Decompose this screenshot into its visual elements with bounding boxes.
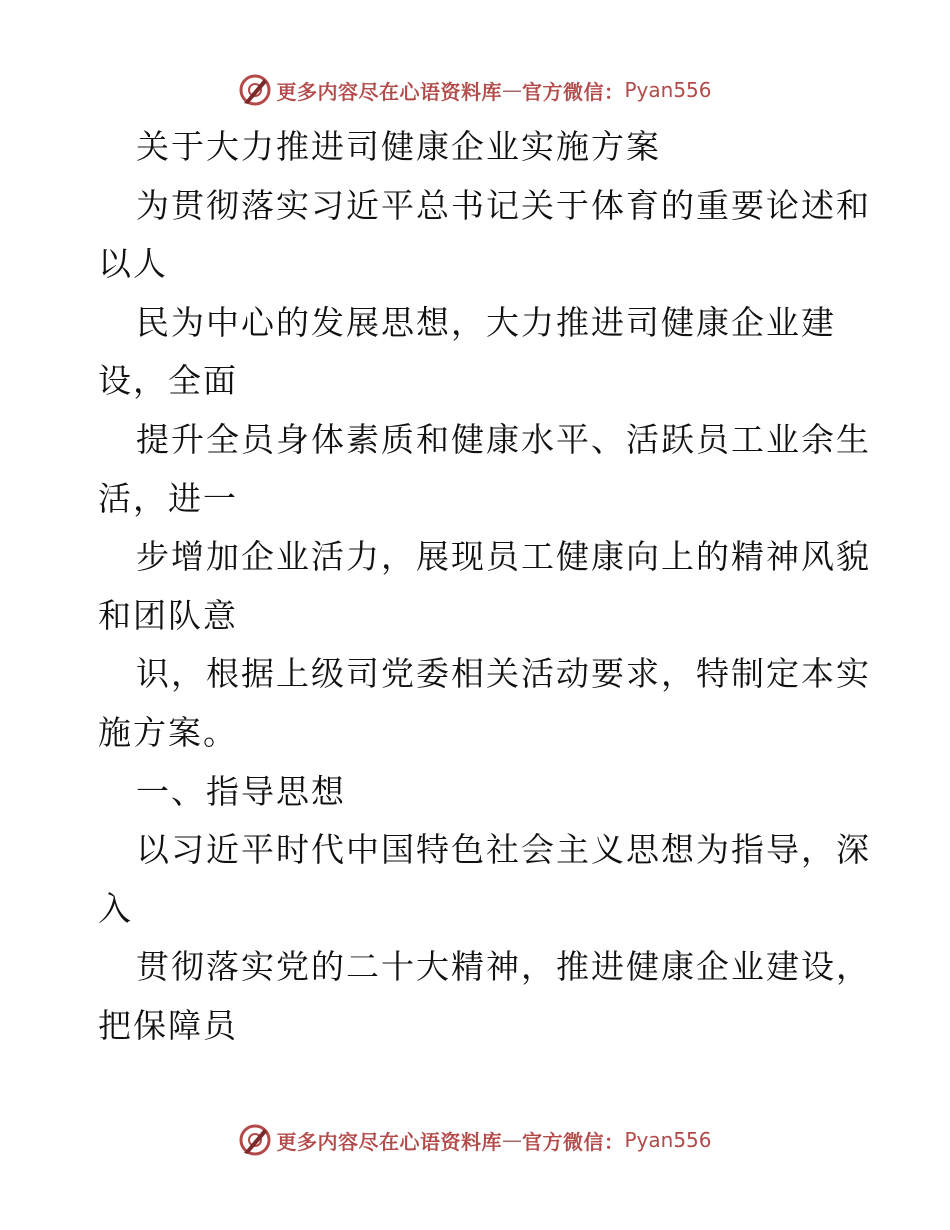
watermark-wechat-label: 官方微信： <box>521 79 625 104</box>
text-line: 民为中心的发展思想，大力推进司健康企业建 <box>136 302 836 342</box>
text-line: 和团队意 <box>98 595 238 635</box>
text-line: 提升全员身体素质和健康水平、活跃员工业余生 <box>136 419 871 459</box>
watermark-separator: — <box>501 1128 522 1152</box>
document-body <box>98 118 871 1056</box>
text-line: 贯彻落实党的二十大精神，推进健康企业建设， <box>136 947 871 987</box>
watermark-brand-text: 更多内容尽在心语资料库 <box>276 79 502 104</box>
text-line: 把保障员 <box>98 1005 238 1045</box>
footer-watermark <box>0 1120 950 1160</box>
watermark-wechat-label: 官方微信： <box>521 1129 625 1154</box>
watermark-brand-text: 更多内容尽在心语资料库 <box>276 1129 502 1154</box>
header-watermark <box>0 70 950 110</box>
quill-circle-icon <box>238 1123 272 1157</box>
text-line: 为贯彻落实习近平总书记关于体育的重要论述和 <box>136 185 871 225</box>
text-line: 活，进一 <box>98 478 238 518</box>
text-line: 施方案。 <box>98 712 238 752</box>
document-title: 关于大力推进司健康企业实施方案 <box>136 127 661 166</box>
text-line: 步增加企业活力，展现员工健康向上的精神风貌 <box>136 537 871 577</box>
watermark-separator: — <box>501 78 522 102</box>
text-line: 设，全面 <box>98 361 238 401</box>
text-line: 识，根据上级司党委相关活动要求，特制定本实 <box>136 654 871 694</box>
section-heading: 一、指导思想 <box>136 771 346 811</box>
watermark-wechat-id: Pyan556 <box>624 78 712 102</box>
watermark-wechat-id: Pyan556 <box>624 1128 712 1152</box>
text-line: 以习近平时代中国特色社会主义思想为指导，深 <box>136 830 871 870</box>
quill-circle-icon <box>238 73 272 107</box>
text-line: 以人 <box>98 244 168 284</box>
text-line: 入 <box>98 888 133 928</box>
